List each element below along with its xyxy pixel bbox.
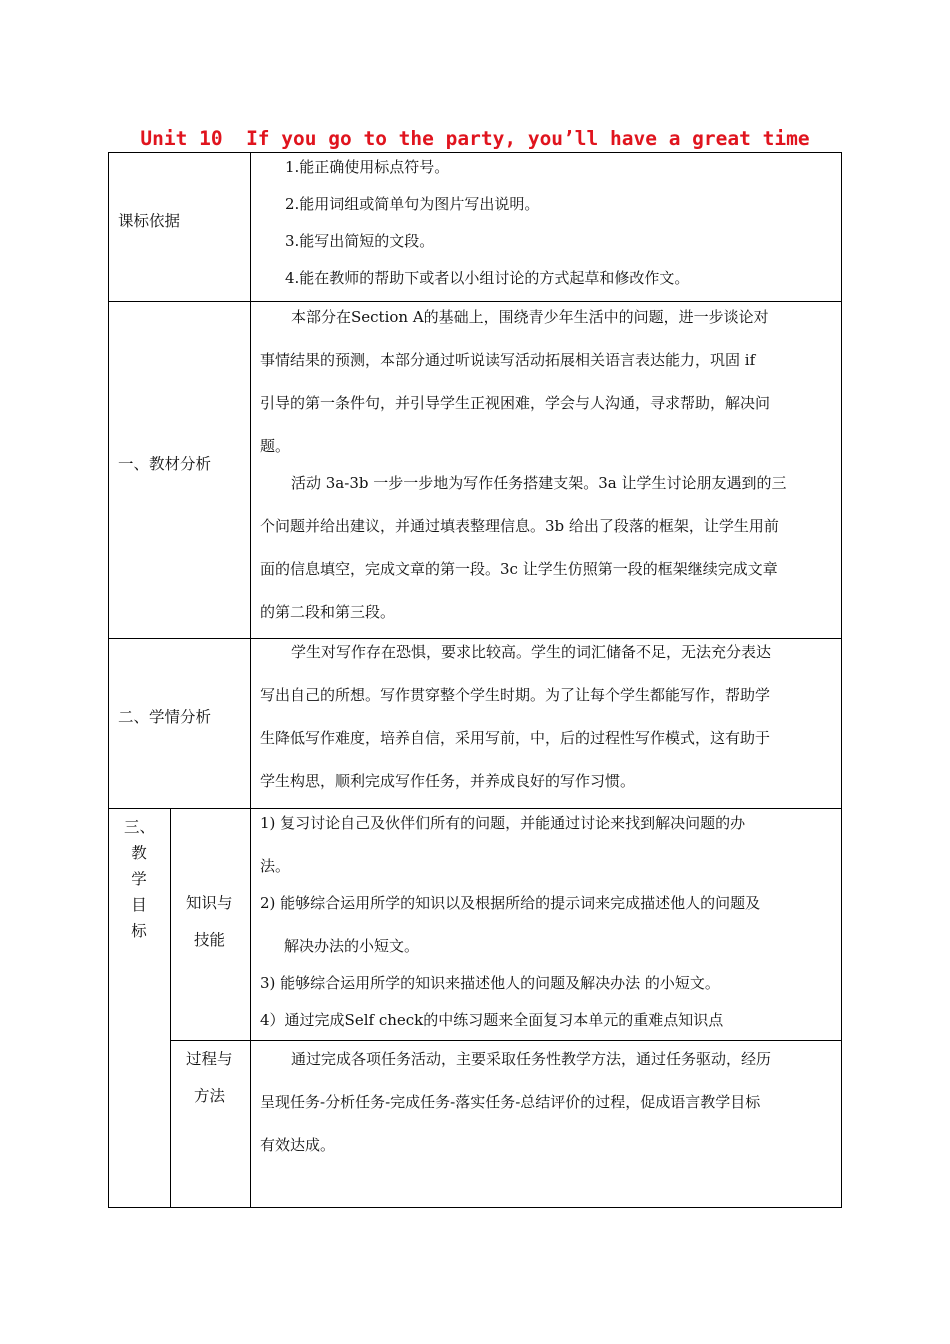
- column-divider: [170, 808, 171, 1207]
- learner-line: 写出自己的所想。写作贯穿整个学生时期。为了让每个学生都能写作，帮助学: [260, 686, 771, 704]
- curriculum-item: 4.能在教师的帮助下或者以小组讨论的方式起草和修改作文。: [285, 269, 690, 287]
- material-line: 引导的第一条件句，并引导学生正视困难，学会与人沟通，寻求帮助，解决问: [260, 394, 771, 412]
- knowledge-label-line1: 知识与: [186, 894, 233, 912]
- process-label-line2: 方法: [194, 1087, 226, 1105]
- knowledge-line: 2) 能够综合运用所学的知识以及根据所给的提示词来完成描述他人的问题及: [260, 894, 761, 912]
- column-divider: [250, 808, 251, 1207]
- knowledge-line: 解决办法的小短文。: [284, 937, 420, 955]
- row-divider: [109, 638, 841, 639]
- material-label: 一、教材分析: [118, 455, 212, 473]
- learner-line: 生降低写作难度，培养自信，采用写前，中，后的过程性写作模式，这有助于: [260, 729, 771, 747]
- material-line: 本部分在Section A的基础上，围绕青少年生活中的问题，进一步谈论对: [291, 308, 769, 326]
- learner-line: 学生构思，顺利完成写作任务，并养成良好的写作习惯。: [260, 772, 636, 790]
- material-line: 事情结果的预测，本部分通过听说读写活动拓展相关语言表达能力，巩固 if: [260, 351, 756, 369]
- curriculum-item: 3.能写出简短的文段。: [285, 232, 435, 250]
- process-line: 通过完成各项任务活动，主要采取任务性教学方法，通过任务驱动，经历: [291, 1050, 772, 1068]
- knowledge-label-line2: 技能: [194, 931, 226, 949]
- row-divider: [109, 301, 841, 302]
- material-line: 题。: [260, 437, 291, 455]
- learner-line: 学生对写作存在恐惧，要求比较高。学生的词汇储备不足，无法充分表达: [291, 643, 772, 661]
- knowledge-line: 4）通过完成Self check的中练习题来全面复习本单元的重难点知识点: [260, 1011, 724, 1029]
- curriculum-item: 2.能用词组或简单句为图片写出说明。: [285, 195, 540, 213]
- knowledge-line: 1) 复习讨论自己及伙伴们所有的问题，并能通过讨论来找到解决问题的办: [260, 814, 746, 832]
- column-divider: [250, 153, 251, 808]
- material-line: 活动 3a-3b 一步一步地为写作任务搭建支架。3a 让学生讨论朋友遇到的三: [291, 474, 787, 492]
- process-line: 有效达成。: [260, 1136, 336, 1154]
- row-divider: [170, 1040, 841, 1041]
- objectives-label: 三、 教 学 目 标: [124, 818, 156, 940]
- learner-label: 二、学情分析: [118, 708, 212, 726]
- row-divider: [109, 808, 841, 809]
- knowledge-line: 法。: [260, 857, 291, 875]
- knowledge-line: 3) 能够综合运用所学的知识来描述他人的问题及解决办法 的小短文。: [260, 974, 720, 992]
- document-title: Unit 10 If you go to the party, you’ll have a great time: [140, 127, 810, 150]
- process-label-line1: 过程与: [186, 1050, 233, 1068]
- curriculum-item: 1.能正确使用标点符号。: [285, 158, 450, 176]
- material-line: 的第二段和第三段。: [260, 603, 396, 621]
- material-line: 个问题并给出建议，并通过填表整理信息。3b 给出了段落的框架，让学生用前: [260, 517, 779, 535]
- curriculum-label: 课标依据: [118, 212, 181, 230]
- material-line: 面的信息填空，完成文章的第一段。3c 让学生仿照第一段的框架继续完成文章: [260, 560, 778, 578]
- process-line: 呈现任务-分析任务-完成任务-落实任务-总结评价的过程，促成语言教学目标: [260, 1093, 761, 1111]
